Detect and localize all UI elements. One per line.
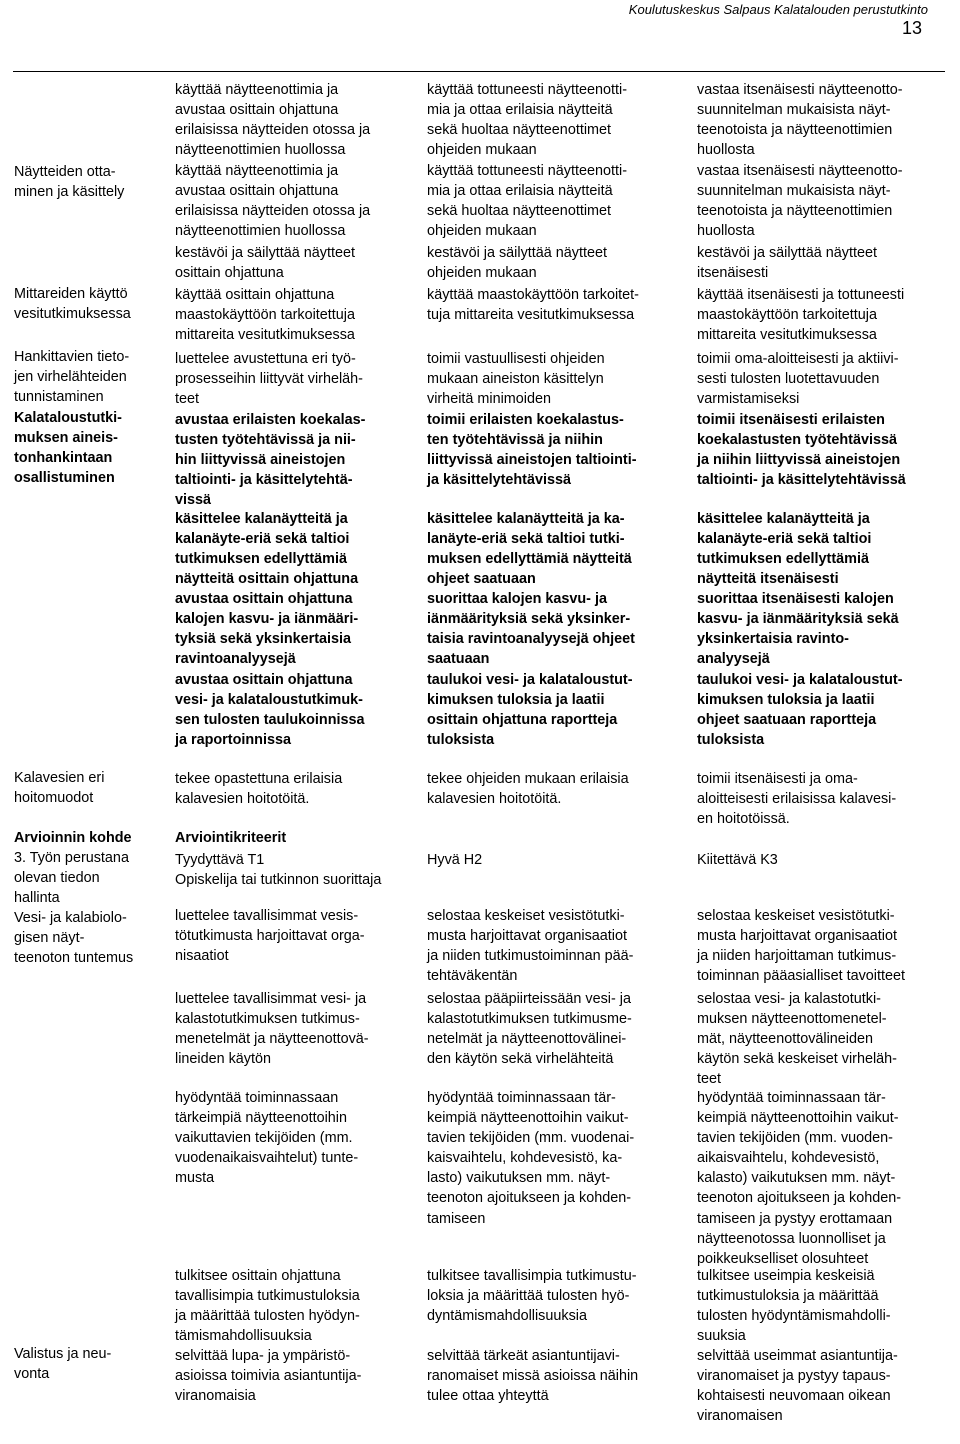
- cell-line: selvittää useimmat asiantuntija-: [697, 1348, 898, 1364]
- cell-line: kestävöi ja säilyttää näytteet: [427, 245, 607, 261]
- cell-line: kimuksen tuloksia ja laatii: [427, 692, 605, 709]
- cell-line: näytteitä osittain ohjattuna: [175, 571, 359, 588]
- criteria-h2-cell: [427, 989, 632, 1069]
- cell-line: suorittaa itsenäisesti kalojen: [697, 591, 894, 607]
- cell-line: tutkimuksen edellyttämiä: [175, 551, 347, 568]
- cell-line: minen ja käsittely: [14, 184, 125, 201]
- cell-line: teet: [175, 391, 200, 408]
- criteria-k3-cell: [697, 670, 903, 750]
- cell-line: ohjeet saatuaan: [427, 571, 536, 588]
- criteria-t1-cell: [175, 410, 365, 510]
- cell-line: tärkeimpiä näytteenottoihin: [175, 1110, 347, 1127]
- cell-line: näytteenotossa luonnolliset ja: [697, 1230, 886, 1247]
- cell-line: saatuaan: [427, 651, 490, 668]
- cell-line: Näytteiden otta-: [14, 164, 116, 180]
- cell-line: tavien tekijöiden (mm. vuodenai-: [427, 1130, 635, 1147]
- cell-line: käyttää tottuneesti näytteenotti-: [427, 163, 627, 179]
- criteria-k3-cell: [697, 80, 903, 160]
- cell-line: muksen edellyttämiä näytteitä: [427, 551, 632, 568]
- criteria-t1-cell: [175, 285, 355, 345]
- criteria-k3-cell: [697, 1346, 898, 1426]
- cell-line: tulkitsee useimpia keskeisiä: [697, 1268, 875, 1284]
- criteria-h2-cell: [427, 1346, 638, 1406]
- cell-line: iänmäärityksiä sekä yksinker-: [427, 611, 631, 628]
- cell-line: huollosta: [697, 142, 755, 159]
- cell-line: selostaa pääpiirteissään vesi- ja: [427, 991, 631, 1007]
- cell-line: Vesi- ja kalabiolo-: [14, 910, 127, 926]
- cell-line: ja niihin liittyvissä aineistojen: [697, 452, 901, 469]
- cell-line: muksen näytteenottomenetel-: [697, 1011, 887, 1028]
- criteria-h2-cell: [427, 349, 605, 409]
- cell-line: taltiointi- ja käsittelytehtävissä: [697, 472, 906, 489]
- assessment-target-cell: [14, 408, 122, 488]
- criteria-h2-cell: [427, 906, 633, 986]
- cell-line: vastaa itsenäisesti näytteenotto-: [697, 163, 903, 179]
- cell-line: teenotoista ja näytteenottimien: [697, 203, 893, 220]
- cell-line: itsenäisesti: [697, 265, 769, 282]
- cell-line: taulukoi vesi- ja kalataloustut-: [697, 672, 903, 688]
- cell-line: erilaisissa näytteiden otossa ja: [175, 122, 371, 139]
- cell-line: tunnistaminen: [14, 389, 104, 406]
- cell-line: osallistuminen: [14, 470, 115, 487]
- cell-line: tutkimustuloksia ja määrittää: [697, 1288, 879, 1305]
- cell-line: käyttää näytteenottimia ja: [175, 82, 339, 98]
- criteria-h2-cell: [427, 410, 637, 490]
- cell-line: kalavesien hoitotöitä.: [175, 791, 310, 808]
- criteria-t1-cell: [175, 243, 355, 283]
- cell-line: osittain ohjattuna: [175, 265, 284, 282]
- cell-line: toimii itsenäisesti ja oma-: [697, 771, 858, 787]
- criteria-t1-cell: [175, 80, 370, 160]
- cell-line: vonta: [14, 1366, 50, 1383]
- cell-line: tehtäväkentän: [427, 968, 518, 985]
- cell-line: toimii oma-aloitteisesti ja aktiivi-: [697, 351, 899, 367]
- assessment-target-cell: [14, 347, 129, 407]
- cell-line: suunnitelman mukaisista näyt-: [697, 183, 891, 200]
- cell-line: näytteenottimien huollossa: [175, 142, 346, 159]
- criteria-t1-cell: [175, 1346, 361, 1406]
- cell-line: suunnitelman mukaisista näyt-: [697, 102, 891, 119]
- cell-line: tulkitsee tavallisimpia tutkimustu-: [427, 1268, 637, 1284]
- cell-line: hyödyntää toiminnassaan tär-: [427, 1090, 616, 1106]
- cell-line: käyttää näytteenottimia ja: [175, 163, 339, 179]
- cell-line: sekä huoltaa näytteenottimet: [427, 203, 612, 220]
- criteria-t1-cell: [175, 161, 370, 241]
- cell-line: selostaa keskeiset vesistötutki-: [427, 908, 625, 924]
- cell-line: ohjeiden mukaan: [427, 223, 537, 240]
- criteria-k3-cell: [697, 243, 877, 283]
- criteria-h2-cell: [427, 509, 632, 589]
- cell-line: selvittää lupa- ja ympäristö-: [175, 1348, 351, 1364]
- cell-line: selostaa vesi- ja kalastotutki-: [697, 991, 881, 1007]
- cell-line: yksinkertaisia ravinto-: [697, 631, 849, 648]
- criteria-h2-cell: [427, 670, 633, 750]
- criteria-h2-cell: [427, 1088, 634, 1229]
- cell-line: avustaa osittain ohjattuna: [175, 102, 339, 119]
- table-top-rule: [13, 71, 945, 72]
- cell-line: avustaa osittain ohjattuna: [175, 183, 339, 200]
- cell-line: käytön sekä keskeiset virheläh-: [697, 1051, 897, 1068]
- cell-line: tamiseen: [427, 1210, 486, 1227]
- criteria-h2-cell: [427, 243, 607, 283]
- cell-line: ohjeet saatuaan raportteja: [697, 712, 877, 729]
- cell-line: hin liittyvissä aineistojen: [175, 452, 346, 469]
- criteria-h2-cell: [427, 161, 627, 241]
- cell-line: musta: [175, 1170, 215, 1187]
- cell-line: maastokäyttöön tarkoitettuja: [175, 307, 355, 324]
- cell-line: musta harjoittavat organisaatiot: [427, 928, 627, 945]
- cell-line: prosesseihin liittyvät virheläh-: [175, 371, 363, 388]
- cell-line: suorittaa kalojen kasvu- ja: [427, 591, 607, 607]
- cell-line: osittain ohjattuna raportteja: [427, 712, 618, 729]
- cell-line: tavallisimpia tutkimustuloksia: [175, 1288, 360, 1305]
- kohde-header: Arvioinnin kohde: [14, 830, 132, 846]
- cell-line: avustaa osittain ohjattuna: [175, 672, 353, 688]
- cell-line: kalanäyte-eriä sekä taltioi: [697, 531, 872, 548]
- assessment-target-cell: [14, 768, 104, 808]
- criteria-h2-cell: [427, 589, 635, 669]
- assessment-target-cell: [14, 162, 124, 202]
- cell-line: käyttää osittain ohjattuna: [175, 287, 335, 303]
- cell-line: tötutkimusta harjoittavat orga-: [175, 928, 365, 945]
- cell-line: jen virhelähteiden: [14, 369, 127, 386]
- cell-line: tyksiä sekä yksinkertaisia: [175, 631, 352, 648]
- criteria-k3-cell: [697, 349, 899, 409]
- cell-line: Valistus ja neu-: [14, 1346, 112, 1362]
- cell-line: ja raportoinnissa: [175, 732, 291, 749]
- running-header: Koulutuskeskus Salpaus Kalatalouden perustutkinto: [628, 2, 928, 17]
- cell-line: kestävöi ja säilyttää näytteet: [175, 245, 355, 261]
- criteria-k3-cell: [697, 906, 905, 986]
- cell-line: ten työtehtävissä ja niihin: [427, 432, 603, 449]
- cell-line: den käytön sekä virhelähteitä: [427, 1051, 614, 1068]
- cell-line: kohtaisesti neuvomaan oikean: [697, 1388, 891, 1405]
- cell-line: Hankittavien tieto-: [14, 349, 130, 365]
- cell-line: aloitteisesti erilaisissa kalavesi-: [697, 791, 897, 808]
- assessment-target-cell: [14, 908, 133, 968]
- criteria-t1-cell: [175, 349, 363, 409]
- cell-line: tuloksista: [697, 732, 765, 749]
- criteria-t1-cell: [175, 769, 342, 809]
- cell-line: luettelee tavallisimmat vesis-: [175, 908, 359, 924]
- kriteerit-header: Arviointikriteerit: [175, 830, 287, 846]
- criteria-t1-cell: [175, 906, 365, 966]
- cell-line: kaisvaihtelu, kohdevesistö, ka-: [427, 1150, 623, 1167]
- criteria-t1-cell: [175, 670, 365, 750]
- cell-line: käsittelee kalanäytteitä ja ka-: [427, 511, 625, 527]
- cell-line: tavien tekijöiden (mm. vuoden-: [697, 1130, 893, 1147]
- cell-line: tonhankintaan: [14, 450, 113, 467]
- grade-t1: Tyydyttävä T1: [175, 852, 265, 868]
- cell-line: viranomaisen: [697, 1408, 783, 1425]
- cell-line: avustaa erilaisten koekalas-: [175, 412, 366, 428]
- cell-line: toimii vastuullisesti ohjeiden: [427, 351, 605, 367]
- cell-line: käyttää tottuneesti näytteenotti-: [427, 82, 627, 98]
- criteria-k3-cell: [697, 285, 904, 345]
- cell-line: liittyvissä aineistojen taltiointi-: [427, 452, 637, 469]
- cell-line: Mittareiden käyttö: [14, 286, 128, 302]
- cell-line: keimpiä näytteenottoihin vaikut-: [427, 1110, 629, 1127]
- cell-line: lasto) vaikutuksen mm. näyt-: [427, 1170, 611, 1187]
- cell-line: selostaa keskeiset vesistötutki-: [697, 908, 895, 924]
- criteria-t1-cell: [175, 509, 358, 589]
- criteria-k3-cell: [697, 1088, 901, 1269]
- cell-line: mittareita vesitutkimuksessa: [697, 327, 877, 344]
- cell-line: hyödyntää toiminnassaan tär-: [697, 1090, 886, 1106]
- criteria-h2-cell: [427, 80, 627, 160]
- criteria-t1-cell: [175, 1266, 360, 1346]
- cell-line: hyödyntää toiminnassaan: [175, 1090, 339, 1106]
- criteria-k3-cell: [697, 769, 896, 829]
- cell-line: selvittää tärkeät asiantuntijavi-: [427, 1348, 620, 1364]
- cell-line: sen tulosten taulukoinnissa: [175, 712, 365, 729]
- cell-line: mia ja ottaa erilaisia näytteitä: [427, 183, 613, 200]
- cell-line: taltiointi- ja käsittelytehtä-: [175, 472, 353, 489]
- criteria-k3-cell: [697, 509, 871, 589]
- cell-line: ravintoanalyysejä: [175, 651, 296, 668]
- cell-line: teenoton tuntemus: [14, 950, 134, 967]
- cell-line: muksen aineis-: [14, 430, 118, 447]
- cell-line: maastokäyttöön tarkoitettuja: [697, 307, 877, 324]
- cell-line: ja niiden harjoittaman tutkimus-: [697, 948, 897, 965]
- cell-line: käsittelee kalanäytteitä ja: [175, 511, 348, 527]
- cell-line: toimii erilaisten koekalastus-: [427, 412, 624, 428]
- cell-line: mittareita vesitutkimuksessa: [175, 327, 355, 344]
- cell-line: suuksia: [697, 1328, 746, 1345]
- assessment-target-cell: [14, 284, 131, 324]
- cell-line: ja käsittelytehtävissä: [427, 472, 571, 489]
- criteria-h2-cell: [427, 769, 629, 809]
- cell-line: tulosten hyödyntämismahdolli-: [697, 1308, 891, 1325]
- cell-line: mät, näytteenottovälineiden: [697, 1031, 874, 1048]
- cell-line: tuja mittareita vesitutkimuksessa: [427, 307, 635, 324]
- cell-line: luettelee tavallisimmat vesi- ja: [175, 991, 367, 1007]
- cell-line: mia ja ottaa erilaisia näytteitä: [427, 102, 613, 119]
- cell-line: Kalataloustutki-: [14, 410, 122, 426]
- cell-line: kimuksen tuloksia ja laatii: [697, 692, 875, 709]
- cell-line: loksia ja määrittää tulosten hyö-: [427, 1288, 630, 1305]
- cell-line: netelmät ja näytteenottovälinei-: [427, 1031, 627, 1048]
- cell-line: aikaisvaihtelu, kohdevesistö,: [697, 1150, 880, 1167]
- cell-line: tulee ottaa yhteyttä: [427, 1388, 549, 1405]
- cell-line: ja niiden tutkimustoiminnan pää-: [427, 948, 634, 965]
- cell-line: taulukoi vesi- ja kalataloustut-: [427, 672, 633, 688]
- cell-line: toimii itsenäisesti erilaisten: [697, 412, 885, 428]
- cell-line: viranomaiset ja pystyy tapaus-: [697, 1368, 891, 1385]
- grade-k3: Kiitettävä K3: [697, 852, 778, 868]
- cell-line: erilaisissa näytteiden otossa ja: [175, 203, 371, 220]
- criteria-k3-cell: [697, 589, 899, 669]
- cell-line: sesti tulosten luotettavuuden: [697, 371, 880, 388]
- cell-line: kalavesien hoitotöitä.: [427, 791, 562, 808]
- cell-line: kalastotutkimuksen tutkimus-: [175, 1011, 360, 1028]
- cell-line: käyttää maastokäyttöön tarkoitet-: [427, 287, 639, 303]
- cell-line: tekee opastettuna erilaisia: [175, 771, 343, 787]
- cell-line: tekee ohjeiden mukaan erilaisia: [427, 771, 629, 787]
- assessment-target-cell: [14, 1344, 111, 1384]
- cell-line: huollosta: [697, 223, 755, 240]
- grade-h2: Hyvä H2: [427, 852, 483, 868]
- cell-line: tusten työtehtävissä ja nii-: [175, 432, 356, 449]
- cell-line: analyysejä: [697, 651, 770, 668]
- cell-line: vaikuttavien tekijöiden (mm.: [175, 1130, 353, 1147]
- cell-line: nisaatiot: [175, 948, 229, 965]
- cell-line: vissä: [175, 492, 212, 509]
- cell-line: lineiden käytön: [175, 1051, 272, 1068]
- cell-line: kalasto) vaikutuksen mm. näyt-: [697, 1170, 896, 1187]
- cell-line: tamiseen ja pystyy erottamaan: [697, 1210, 893, 1227]
- cell-line: kasvu- ja iänmäärityksiä sekä: [697, 611, 899, 628]
- cell-line: vuodenaikaisvaihtelut) tunte-: [175, 1150, 359, 1167]
- section-title: 3. Työn perustana olevan tiedon hallinta: [14, 850, 129, 907]
- cell-line: ja määrittää tulosten hyödyn-: [175, 1308, 360, 1325]
- cell-line: näytteenottimien huollossa: [175, 223, 346, 240]
- cell-line: vastaa itsenäisesti näytteenotto-: [697, 82, 903, 98]
- cell-line: teenoton ajoitukseen ja kohden-: [427, 1190, 632, 1207]
- cell-line: vesitutkimuksessa: [14, 306, 131, 323]
- criteria-k3-cell: [697, 161, 903, 241]
- cell-line: hoitomuodot: [14, 790, 94, 807]
- cell-line: käsittelee kalanäytteitä ja: [697, 511, 870, 527]
- cell-line: ohjeiden mukaan: [427, 142, 537, 159]
- cell-line: ohjeiden mukaan: [427, 265, 537, 282]
- cell-line: ranomaiset missä asioissa näihin: [427, 1368, 639, 1385]
- criteria-subtitle: Opiskelija tai tutkinnon suorittaja: [175, 872, 382, 888]
- cell-line: keimpiä näytteenottoihin vaikut-: [697, 1110, 899, 1127]
- cell-line: lanäyte-eriä sekä taltioi tutki-: [427, 531, 625, 548]
- cell-line: käyttää itsenäisesti ja tottuneesti: [697, 287, 905, 303]
- cell-line: dyntämismahdollisuuksia: [427, 1308, 587, 1325]
- cell-line: gisen näyt-: [14, 930, 85, 947]
- cell-line: näytteitä itsenäisesti: [697, 571, 839, 588]
- cell-line: tutkimuksen edellyttämiä: [697, 551, 869, 568]
- cell-line: tuloksista: [427, 732, 495, 749]
- cell-line: asioissa toimivia asiantuntija-: [175, 1368, 362, 1385]
- cell-line: kalojen kasvu- ja iänmääri-: [175, 611, 359, 628]
- criteria-h2-cell: [427, 285, 639, 325]
- page-number: 13: [901, 18, 922, 38]
- cell-line: vesi- ja kalataloustutkimuk-: [175, 692, 363, 709]
- cell-line: en hoitotöissä.: [697, 811, 790, 828]
- cell-line: teenotoista ja näytteenottimien: [697, 122, 893, 139]
- criteria-t1-cell: [175, 589, 358, 669]
- cell-line: varmistamiseksi: [697, 391, 800, 408]
- cell-line: kalanäyte-eriä sekä taltioi: [175, 531, 350, 548]
- cell-line: teet: [697, 1071, 722, 1088]
- cell-line: kestävöi ja säilyttää näytteet: [697, 245, 877, 261]
- cell-line: toiminnan pääasialliset tavoitteet: [697, 968, 905, 985]
- cell-line: Kalavesien eri: [14, 770, 105, 786]
- cell-line: luettelee avustettuna eri työ-: [175, 351, 356, 367]
- cell-line: avustaa osittain ohjattuna: [175, 591, 353, 607]
- cell-line: musta harjoittavat organisaatiot: [697, 928, 897, 945]
- criteria-t1-cell: [175, 1088, 358, 1188]
- cell-line: teenoton ajoitukseen ja kohden-: [697, 1190, 902, 1207]
- cell-line: virheitä minimoiden: [427, 391, 551, 408]
- criteria-h2-cell: [427, 1266, 637, 1326]
- cell-line: kalastotutkimuksen tutkimusme-: [427, 1011, 632, 1028]
- cell-line: tämismahdollisuuksia: [175, 1328, 312, 1345]
- cell-line: koekalastusten työtehtävissä: [697, 432, 897, 449]
- cell-line: sekä huoltaa näytteenottimet: [427, 122, 612, 139]
- cell-line: mukaan aineiston käsittelyn: [427, 371, 604, 388]
- cell-line: menetelmät ja näytteenottovä-: [175, 1031, 369, 1048]
- cell-line: viranomaisia: [175, 1388, 256, 1405]
- criteria-t1-cell: [175, 989, 369, 1069]
- cell-line: tulkitsee osittain ohjattuna: [175, 1268, 341, 1284]
- criteria-k3-cell: [697, 989, 897, 1089]
- criteria-k3-cell: [697, 410, 906, 490]
- cell-line: taisia ravintoanalyysejä ohjeet: [427, 631, 635, 648]
- criteria-k3-cell: [697, 1266, 891, 1346]
- cell-line: poikkeukselliset olosuhteet: [697, 1250, 869, 1267]
